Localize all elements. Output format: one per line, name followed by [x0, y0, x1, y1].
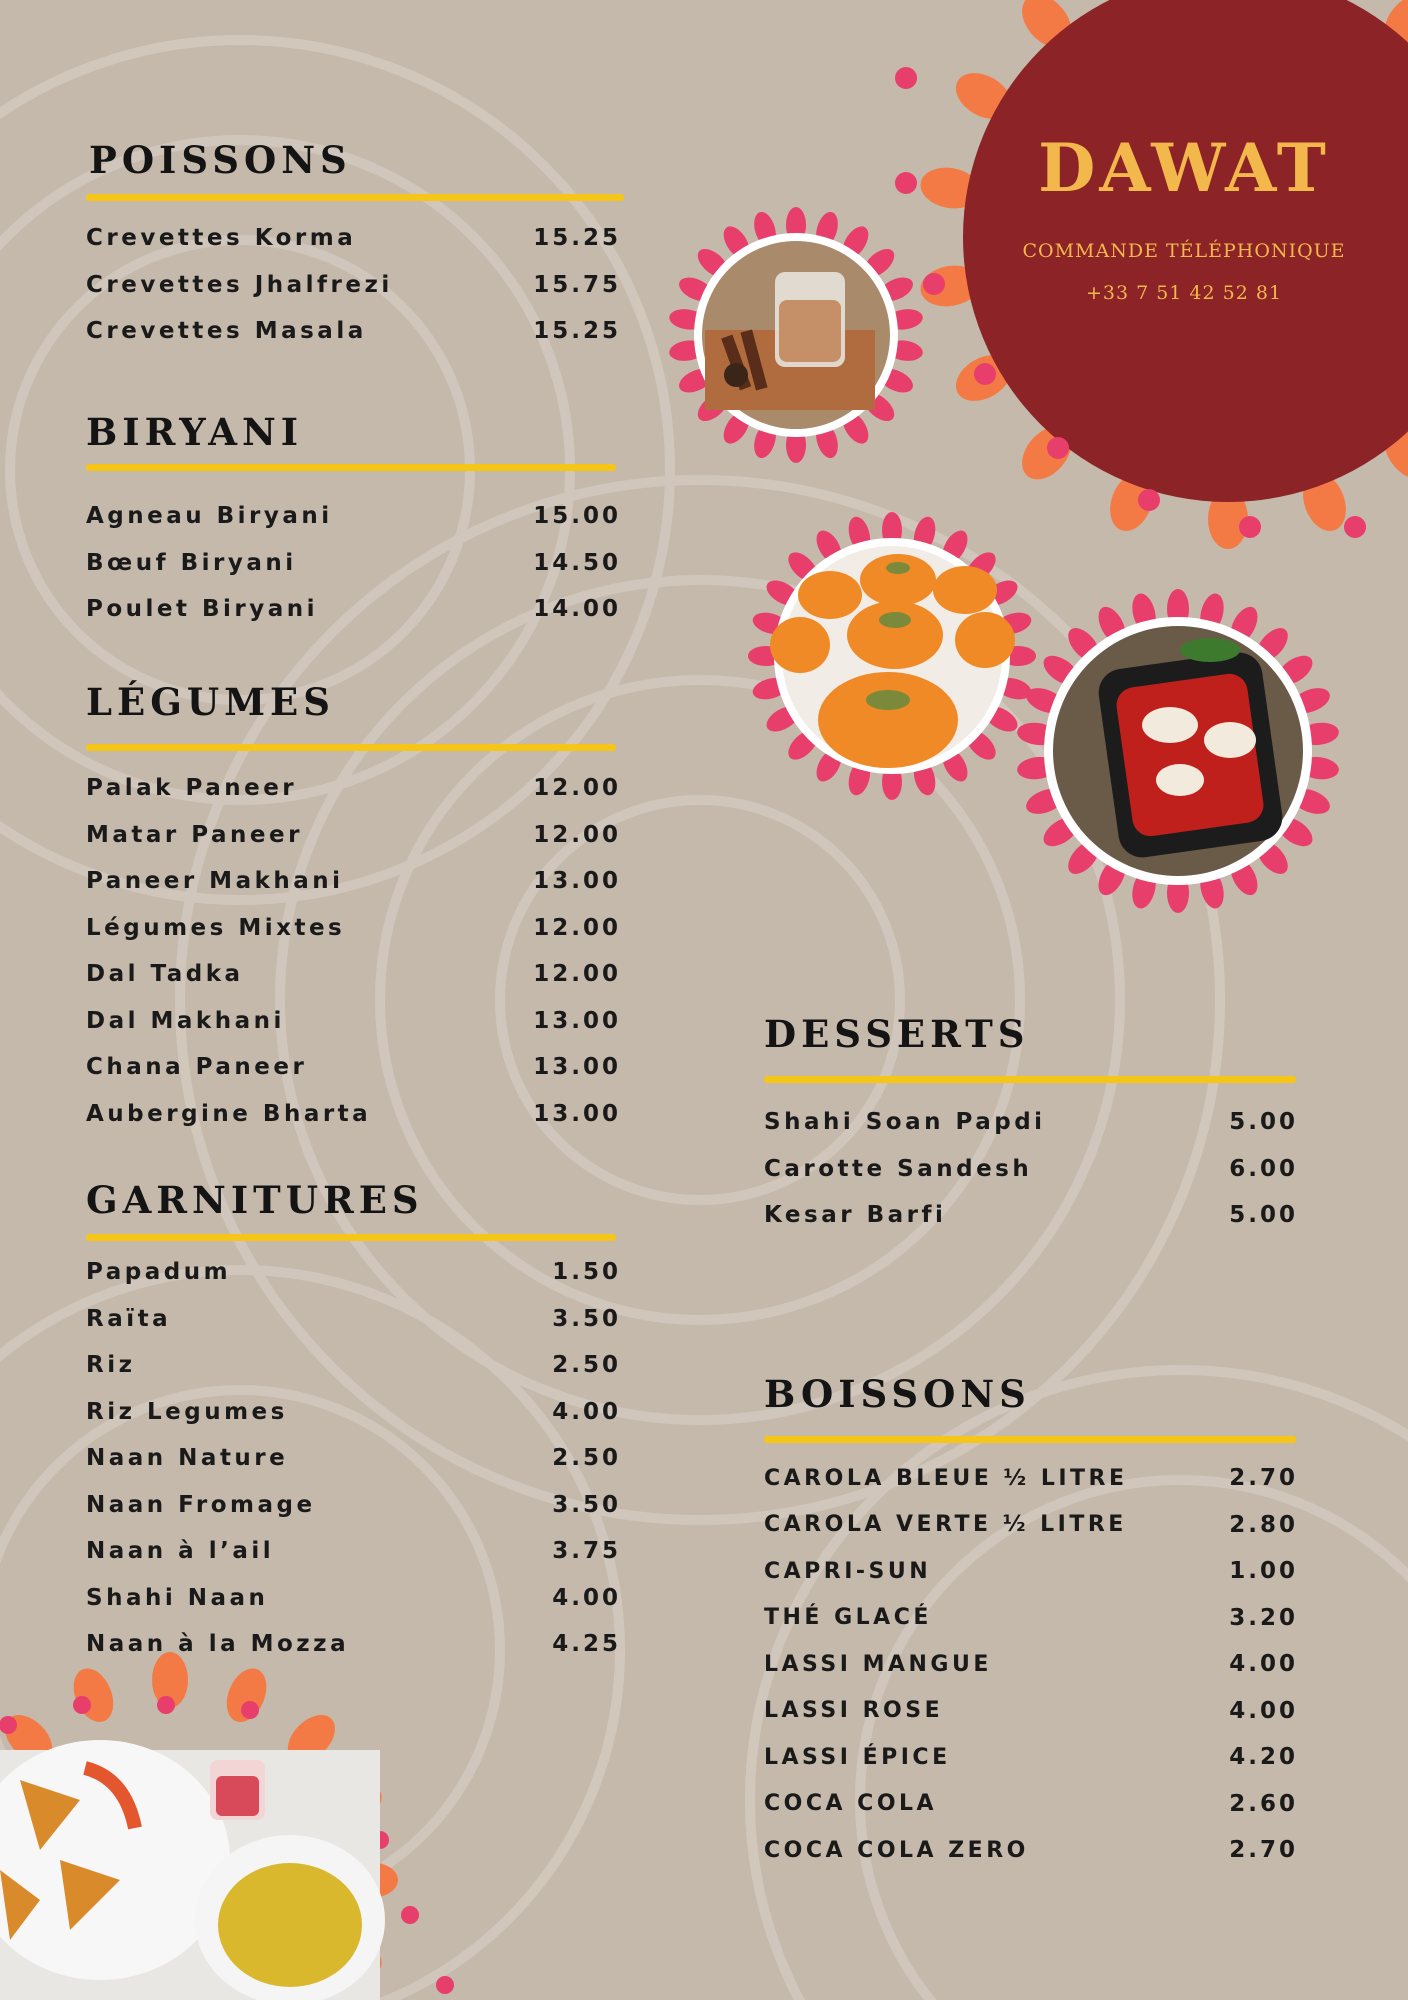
item-name: Kesar Barfi [764, 1202, 947, 1229]
order-label: COMMANDE TÉLÉPHONIQUE [1022, 240, 1346, 262]
phone-number[interactable]: +33 7 51 42 52 81 [1085, 282, 1283, 304]
item-price: 15.25 [533, 225, 621, 252]
item-price: 4.00 [552, 1398, 621, 1425]
item-name: CAROLA VERTE ½ LITRE [764, 1512, 1127, 1538]
item-name: LASSI ROSE [764, 1698, 944, 1724]
section-rule [764, 1436, 1296, 1443]
item-price: 2.50 [552, 1445, 621, 1472]
item-price: 4.00 [1229, 1651, 1298, 1678]
item-name: Naan Nature [86, 1445, 289, 1472]
item-price: 3.50 [552, 1491, 621, 1518]
item-price: 1.50 [552, 1259, 621, 1286]
menu-item [86, 1389, 621, 1436]
item-price: 13.00 [533, 1054, 621, 1081]
item-price: 3.20 [1229, 1604, 1298, 1631]
section-garnitures [86, 1176, 621, 1668]
menu-item [86, 765, 621, 812]
item-list [86, 215, 621, 355]
menu-item [764, 1548, 1298, 1595]
item-price: 4.00 [552, 1584, 621, 1611]
section-poissons [86, 136, 624, 355]
section-rule [764, 1076, 1296, 1083]
item-name: Légumes Mixtes [86, 914, 346, 941]
item-name: COCA COLA [764, 1791, 938, 1817]
section-legumes [86, 678, 621, 1137]
menu-item [764, 1688, 1298, 1735]
item-price: 13.00 [533, 868, 621, 895]
item-list [764, 1455, 1298, 1874]
section-rule [86, 744, 616, 751]
platter-photo [0, 1652, 454, 2000]
item-name: CAPRI-SUN [764, 1558, 932, 1584]
menu-item [764, 1502, 1298, 1549]
item-price: 3.50 [552, 1305, 621, 1332]
brand-header [960, 0, 1408, 480]
sweets-photo [748, 512, 1036, 800]
item-name: Matar Paneer [86, 821, 303, 848]
menu-item [86, 1575, 621, 1622]
item-list [86, 493, 621, 633]
item-list [86, 765, 621, 1137]
item-name: Agneau Biryani [86, 503, 333, 530]
menu-item [86, 951, 621, 998]
menu-item [86, 1296, 621, 1343]
item-name: LASSI MANGUE [764, 1651, 992, 1677]
section-boissons [764, 1370, 1296, 1874]
item-name: Crevettes Jhalfrezi [86, 271, 393, 298]
item-name: Naan à l’ail [86, 1538, 275, 1565]
item-price: 12.00 [533, 821, 621, 848]
menu-item [764, 1827, 1298, 1874]
item-price: 12.00 [533, 961, 621, 988]
item-price: 4.20 [1229, 1744, 1298, 1771]
item-price: 2.60 [1229, 1790, 1298, 1817]
tea-photo [668, 207, 924, 463]
item-name: Crevettes Masala [86, 318, 367, 345]
item-name: Crevettes Korma [86, 225, 357, 252]
curry-photo [1016, 589, 1340, 913]
item-name: Riz Legumes [86, 1398, 288, 1425]
menu-item [86, 1342, 621, 1389]
item-name: Riz [86, 1352, 136, 1379]
restaurant-name: DAWAT [1038, 129, 1330, 207]
item-price: 2.80 [1229, 1511, 1298, 1538]
section-title: LÉGUMES [86, 680, 335, 724]
item-price: 6.00 [1229, 1155, 1298, 1182]
menu-item [764, 1192, 1298, 1239]
menu-item [764, 1595, 1298, 1642]
item-name: CAROLA BLEUE ½ LITRE [764, 1465, 1128, 1491]
menu-item [86, 812, 621, 859]
menu-item [764, 1146, 1298, 1193]
menu-item [86, 998, 621, 1045]
menu-item [86, 1528, 621, 1575]
section-title: POISSONS [89, 138, 352, 182]
item-name: Dal Tadka [86, 961, 244, 988]
section-title: GARNITURES [86, 1178, 424, 1222]
item-price: 2.70 [1229, 1465, 1298, 1492]
item-name: Bœuf Biryani [86, 549, 297, 576]
item-name: COCA COLA ZERO [764, 1837, 1029, 1863]
item-price: 13.00 [533, 1100, 621, 1127]
item-price: 4.00 [1229, 1697, 1298, 1724]
item-price: 15.75 [533, 271, 621, 298]
menu-item [86, 493, 621, 540]
item-name: Shahi Naan [86, 1584, 269, 1611]
item-name: Carotte Sandesh [764, 1155, 1033, 1182]
item-name: Aubergine Bharta [86, 1100, 372, 1127]
item-name: Palak Paneer [86, 775, 298, 802]
item-name: Poulet Biryani [86, 596, 319, 623]
section-title: DESSERTS [764, 1012, 1030, 1056]
section-title: BIRYANI [86, 410, 304, 454]
menu-item [86, 308, 621, 355]
item-name: Naan à la Mozza [86, 1631, 350, 1658]
item-price: 12.00 [533, 914, 621, 941]
section-rule [86, 1234, 616, 1241]
section-biryani [86, 408, 621, 633]
item-name: Paneer Makhani [86, 868, 344, 895]
menu-item [86, 1482, 621, 1529]
menu-item [764, 1641, 1298, 1688]
item-price: 2.50 [552, 1352, 621, 1379]
menu-item [764, 1734, 1298, 1781]
menu-item [86, 586, 621, 633]
item-price: 1.00 [1229, 1558, 1298, 1585]
section-rule [86, 464, 616, 471]
menu-item [86, 1621, 621, 1668]
item-price: 12.00 [533, 775, 621, 802]
menu-item [764, 1099, 1298, 1146]
item-price: 5.00 [1229, 1202, 1298, 1229]
menu-item [86, 1091, 621, 1138]
item-name: Raïta [86, 1305, 172, 1332]
item-name: THÉ GLACÉ [764, 1605, 932, 1631]
item-list [764, 1099, 1298, 1239]
item-name: Chana Paneer [86, 1054, 308, 1081]
menu-item [86, 905, 621, 952]
item-price: 2.70 [1229, 1837, 1298, 1864]
item-price: 13.00 [533, 1007, 621, 1034]
item-list [86, 1249, 621, 1668]
section-rule [86, 194, 624, 201]
menu-item [764, 1781, 1298, 1828]
item-price: 4.25 [552, 1631, 621, 1658]
item-price: 3.75 [552, 1538, 621, 1565]
item-price: 5.00 [1229, 1109, 1298, 1136]
menu-item [86, 1044, 621, 1091]
menu-item [86, 215, 621, 262]
item-name: LASSI ÉPICE [764, 1744, 951, 1770]
item-name: Papadum [86, 1259, 232, 1286]
item-price: 15.25 [533, 318, 621, 345]
menu-item [86, 1249, 621, 1296]
menu-item [764, 1455, 1298, 1502]
item-name: Shahi Soan Papdi [764, 1109, 1046, 1136]
item-name: Dal Makhani [86, 1007, 285, 1034]
item-name: Naan Fromage [86, 1491, 316, 1518]
menu-item [86, 262, 621, 309]
item-price: 14.50 [533, 549, 621, 576]
menu-item [86, 540, 621, 587]
menu-item [86, 1435, 621, 1482]
item-price: 14.00 [533, 596, 621, 623]
item-price: 15.00 [533, 503, 621, 530]
menu-item [86, 858, 621, 905]
section-title: BOISSONS [764, 1372, 1031, 1416]
section-desserts [764, 1010, 1296, 1239]
